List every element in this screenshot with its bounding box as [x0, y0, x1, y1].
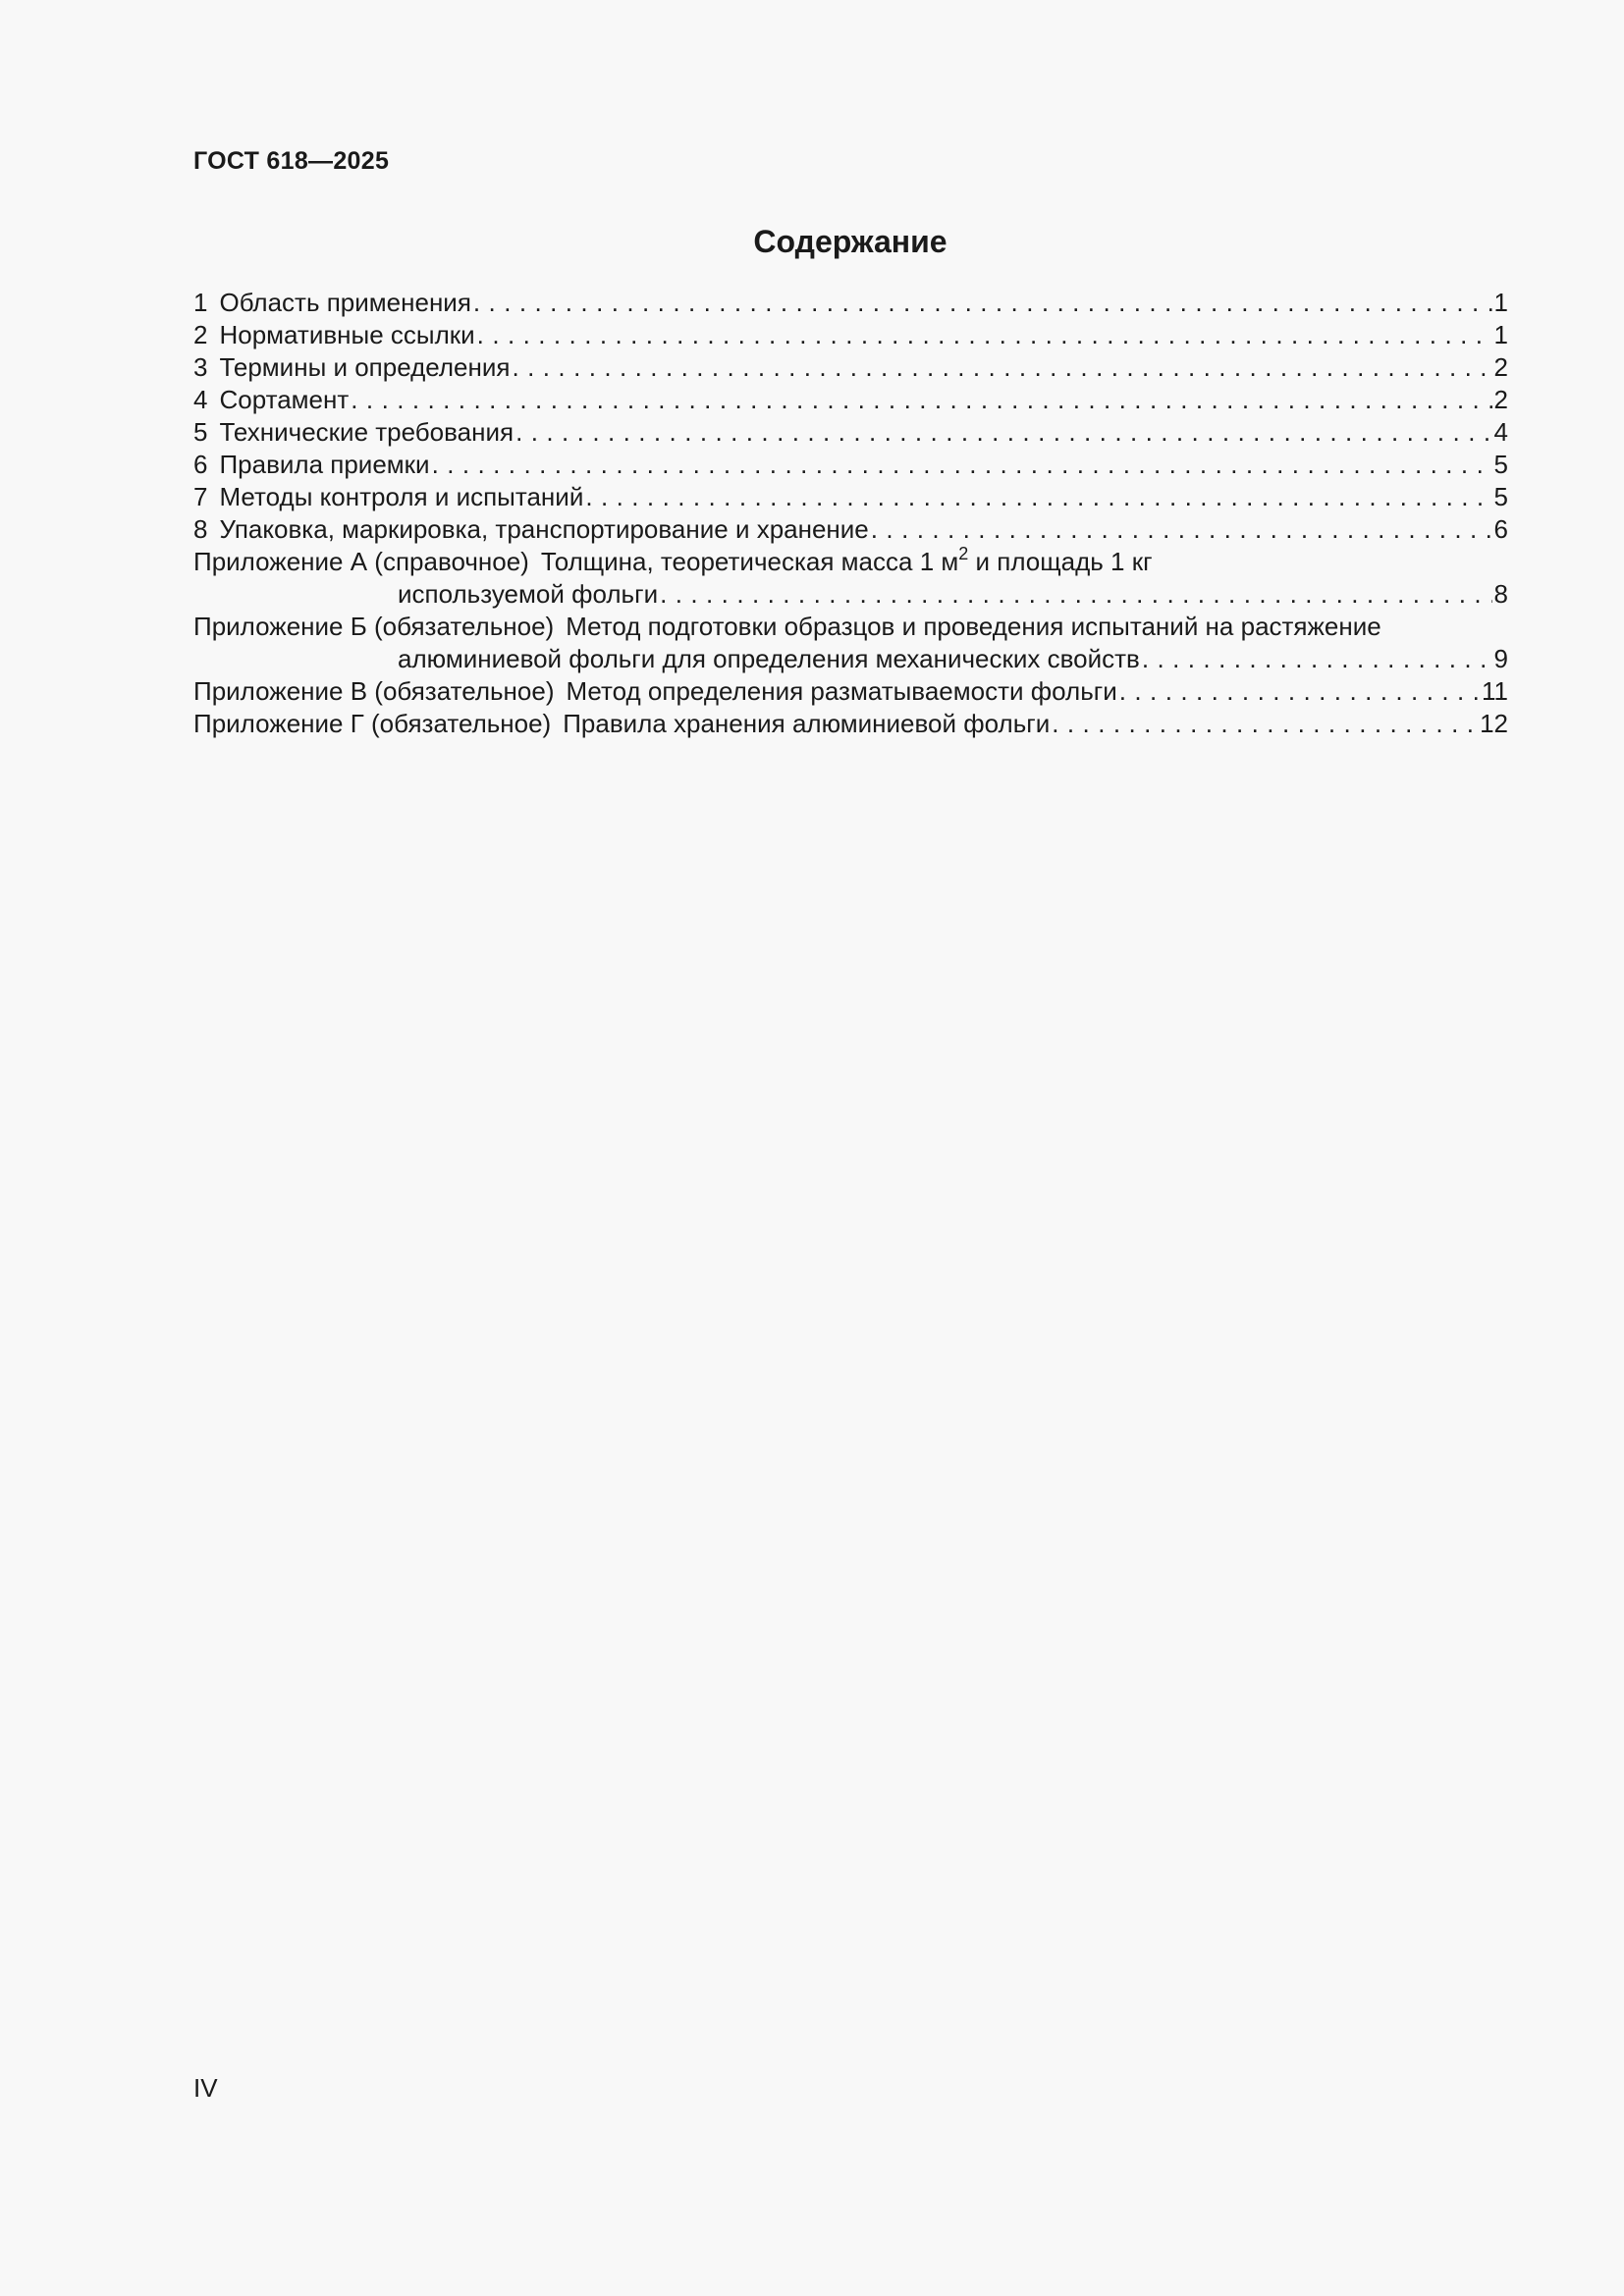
dot-leader: [432, 449, 1492, 481]
toc-entry-page: 1: [1493, 320, 1508, 349]
toc-appendix-g[interactable]: [193, 708, 1508, 740]
toc-entry-page: 5: [1493, 482, 1508, 511]
document-code: ГОСТ 618—2025: [193, 147, 390, 175]
toc-entry-title: Технические требования: [219, 417, 514, 447]
appendix-title-line2: используемой фольги: [398, 579, 659, 609]
toc-entry-number: 2: [193, 320, 208, 349]
toc-entry-page: 4: [1493, 417, 1508, 447]
table-of-contents: [193, 287, 1508, 740]
toc-entry-page: 6: [1493, 514, 1508, 544]
dot-leader: [473, 287, 1492, 319]
toc-entry-number: 7: [193, 482, 208, 511]
toc-entry-page: 2: [1493, 385, 1508, 414]
toc-entry-title: Нормативные ссылки: [219, 320, 475, 349]
superscript: 2: [958, 544, 969, 563]
toc-entry-6[interactable]: [193, 449, 1508, 481]
toc-entry-page: 2: [1493, 352, 1508, 382]
dot-leader: [1119, 675, 1480, 708]
toc-entry-page: 9: [1493, 644, 1508, 673]
appendix-title-line1: Метод подготовки образцов и проведения испытаний на растяжение: [566, 612, 1381, 641]
toc-entry-5[interactable]: [193, 416, 1508, 449]
appendix-title-line1: Толщина, теоретическая масса 1 $м^2$ и площадь 1 кг: [540, 544, 1153, 576]
toc-appendix-v[interactable]: [193, 675, 1508, 708]
toc-entry-3[interactable]: [193, 351, 1508, 384]
toc-entry-title: Сортамент: [219, 385, 350, 414]
appendix-title-line2: алюминиевой фольги для определения механических свойств: [398, 644, 1140, 673]
toc-entry-page: 8: [1493, 579, 1508, 609]
toc-entry-number: 8: [193, 514, 208, 544]
dot-leader: [871, 513, 1492, 546]
dot-leader: [1052, 708, 1478, 740]
dot-leader: [660, 578, 1491, 611]
toc-entry-page: 5: [1493, 450, 1508, 479]
toc-appendix-b[interactable]: [193, 611, 1508, 675]
toc-entry-8[interactable]: [193, 513, 1508, 546]
dot-leader: [1142, 643, 1492, 675]
toc-entry-page: 11: [1482, 676, 1508, 706]
appendix-label: Приложение Г (обязательное): [193, 709, 552, 738]
toc-entry-number: 5: [193, 417, 208, 447]
toc-title: Содержание: [753, 224, 947, 259]
toc-entry-title: Методы контроля и испытаний: [219, 482, 584, 511]
appendix-title: Правила хранения алюминиевой фольги: [563, 709, 1051, 738]
appendix-title: Метод определения разматываемости фольги: [566, 676, 1117, 706]
toc-entry-number: 1: [193, 288, 208, 317]
appendix-label: Приложение В (обязательное): [193, 676, 555, 706]
toc-entry-number: 3: [193, 352, 208, 382]
dot-leader: [477, 319, 1492, 351]
toc-entry-title: Правила приемки: [219, 450, 430, 479]
page-number: IV: [193, 2073, 218, 2103]
toc-entry-page: 1: [1493, 288, 1508, 317]
toc-entry-1[interactable]: [193, 287, 1508, 319]
appendix-label: Приложение Б (обязательное): [193, 612, 555, 641]
toc-entry-number: 4: [193, 385, 208, 414]
toc-entry-title: Термины и определения: [219, 352, 511, 382]
dot-leader: [512, 351, 1491, 384]
dot-leader: [585, 481, 1491, 513]
dot-leader: [515, 416, 1491, 449]
toc-entry-title: Область применения: [219, 288, 471, 317]
toc-entry-title: Упаковка, маркировка, транспортирование и хранение: [219, 514, 869, 544]
dot-leader: [351, 384, 1491, 416]
toc-entry-page: 12: [1480, 709, 1508, 738]
toc-entry-7[interactable]: [193, 481, 1508, 513]
appendix-label: Приложение А (справочное): [193, 547, 529, 576]
toc-entry-2[interactable]: [193, 319, 1508, 351]
toc-appendix-a[interactable]: [193, 546, 1508, 611]
toc-entry-4[interactable]: [193, 384, 1508, 416]
toc-entry-number: 6: [193, 450, 208, 479]
